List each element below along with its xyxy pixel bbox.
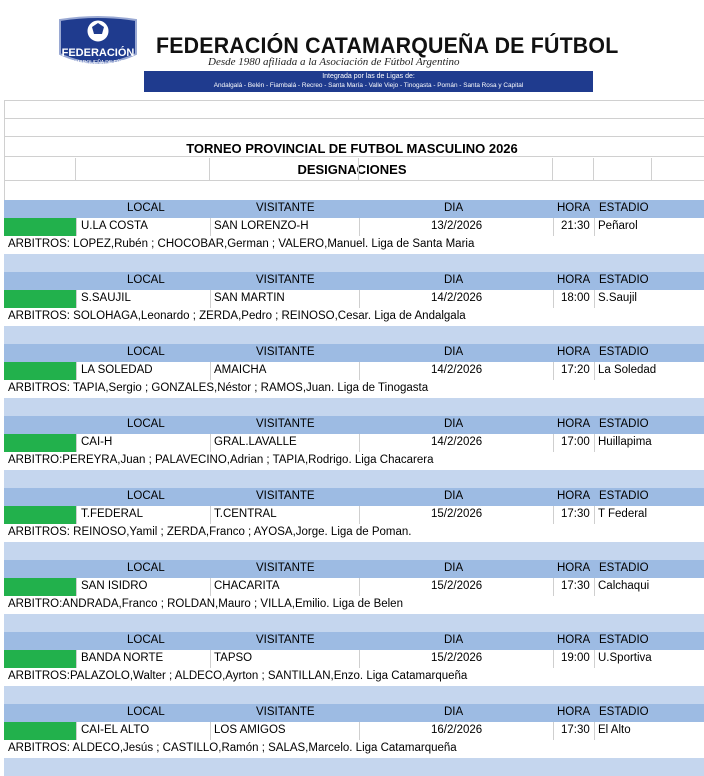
match-data-row <box>4 506 704 524</box>
grid-line <box>4 180 704 181</box>
col-local-header: LOCAL <box>127 562 165 574</box>
referees-row <box>4 308 704 326</box>
col-local-header: LOCAL <box>127 346 165 358</box>
col-dia-header: DIA <box>444 706 464 718</box>
col-hora-header: HORA <box>557 418 591 430</box>
designations-sheet <box>0 100 704 776</box>
col-hora-header: HORA <box>557 562 591 574</box>
referees-row <box>4 236 704 254</box>
separator-band <box>4 758 704 776</box>
grid-column-line <box>552 158 553 180</box>
col-local-header: LOCAL <box>127 418 165 430</box>
col-dia-header: DIA <box>444 346 464 358</box>
local-marker <box>4 362 76 380</box>
match-time: 19:00 <box>561 652 590 664</box>
federation-header <box>0 0 704 100</box>
federation-title: FEDERACIÓN CATAMARQUEÑA DE FÚTBOL <box>156 33 619 58</box>
match-data-row <box>4 434 704 452</box>
grid-line <box>4 156 704 157</box>
col-estadio-header: ESTADIO <box>599 706 649 718</box>
match-header-row <box>4 488 704 506</box>
match-data-row <box>4 290 704 308</box>
referees-text: ARBITRO:ANDRADA,Franco ; ROLDAN,Mauro ; VILLA,Emilio. Liga de Belen <box>8 598 403 610</box>
local-team: T.FEDERAL <box>81 508 143 520</box>
referees-row <box>4 524 704 542</box>
referees-row <box>4 596 704 614</box>
col-hora-header: HORA <box>557 202 591 214</box>
col-local-header: LOCAL <box>127 202 165 214</box>
grid-line <box>4 118 704 119</box>
grid-column-line <box>593 158 594 180</box>
match-header-row <box>4 200 704 218</box>
col-dia-header: DIA <box>444 274 464 286</box>
match-data-row <box>4 362 704 380</box>
visiting-team: AMAICHA <box>214 364 267 376</box>
match-block <box>4 704 704 776</box>
match-date: 15/2/2026 <box>431 580 483 592</box>
match-stadium: S.Saujil <box>598 292 637 304</box>
visiting-team: GRAL.LAVALLE <box>214 436 297 448</box>
match-data-row <box>4 650 704 668</box>
col-visitante-header: VISITANTE <box>256 490 315 502</box>
match-date: 14/2/2026 <box>431 436 483 448</box>
local-team: SAN ISIDRO <box>81 580 148 592</box>
col-visitante-header: VISITANTE <box>256 562 315 574</box>
local-team: BANDA NORTE <box>81 652 164 664</box>
col-estadio-header: ESTADIO <box>599 202 649 214</box>
col-visitante-header: VISITANTE <box>256 346 315 358</box>
match-header-row <box>4 704 704 722</box>
col-estadio-header: ESTADIO <box>599 274 649 286</box>
referees-row <box>4 668 704 686</box>
match-data-row <box>4 722 704 740</box>
grid-column-line <box>651 158 652 180</box>
col-dia-header: DIA <box>444 634 464 646</box>
col-estadio-header: ESTADIO <box>599 346 649 358</box>
match-header-row <box>4 560 704 578</box>
match-time: 17:20 <box>561 364 590 376</box>
match-date: 16/2/2026 <box>431 724 483 736</box>
match-stadium: Peñarol <box>598 220 638 232</box>
match-time: 17:30 <box>561 580 590 592</box>
local-marker <box>4 218 76 236</box>
local-marker <box>4 650 76 668</box>
referees-text: ARBITROS: LOPEZ,Rubén ; CHOCOBAR,German ; VALERO,Manuel. Liga de Santa Maria <box>8 238 475 250</box>
ligas-title: Integrada por las de Ligas de: <box>322 73 415 80</box>
match-date: 15/2/2026 <box>431 508 483 520</box>
match-data-row <box>4 578 704 596</box>
match-header-row <box>4 632 704 650</box>
col-estadio-header: ESTADIO <box>599 490 649 502</box>
col-local-header: LOCAL <box>127 706 165 718</box>
visiting-team: CHACARITA <box>214 580 280 592</box>
grid-line <box>4 136 704 137</box>
match-date: 14/2/2026 <box>431 364 483 376</box>
visiting-team: SAN LORENZO-H <box>214 220 309 232</box>
match-date: 15/2/2026 <box>431 652 483 664</box>
visiting-team: SAN MARTIN <box>214 292 285 304</box>
match-time: 18:00 <box>561 292 590 304</box>
col-dia-header: DIA <box>444 202 464 214</box>
visiting-team: LOS AMIGOS <box>214 724 286 736</box>
separator-band <box>4 326 704 344</box>
referees-text: ARBITROS: SOLOHAGA,Leonardo ; ZERDA,Pedro ; REINOSO,Cesar. Liga de Andalgala <box>8 310 466 322</box>
federation-subtitle: Desde 1980 afiliada a la Asociación de Fútbol Argentino <box>208 56 460 68</box>
local-marker <box>4 722 76 740</box>
separator-band <box>4 542 704 560</box>
match-time: 17:00 <box>561 436 590 448</box>
referees-text: ARBITRO:PEREYRA,Juan ; PALAVECINO,Adrian ; TAPIA,Rodrigo. Liga Chacarera <box>8 454 434 466</box>
referees-row <box>4 380 704 398</box>
referees-text: ARBITROS: ALDECO,Jesús ; CASTILLO,Ramón ; SALAS,Marcelo. Liga Catamarqueña <box>8 742 457 754</box>
match-block <box>4 344 704 416</box>
match-block <box>4 416 704 488</box>
referees-row <box>4 740 704 758</box>
col-local-header: LOCAL <box>127 490 165 502</box>
ligas-banner <box>144 71 593 92</box>
local-team: S.SAUJIL <box>81 292 131 304</box>
separator-band <box>4 614 704 632</box>
match-stadium: El Alto <box>598 724 631 736</box>
referees-text: ARBITROS: REINOSO,Yamil ; ZERDA,Franco ; AYOSA,Jorge. Liga de Poman. <box>8 526 412 538</box>
match-block <box>4 632 704 704</box>
match-block <box>4 488 704 560</box>
separator-band <box>4 398 704 416</box>
match-time: 17:30 <box>561 508 590 520</box>
col-visitante-header: VISITANTE <box>256 418 315 430</box>
col-estadio-header: ESTADIO <box>599 418 649 430</box>
match-block <box>4 200 704 272</box>
local-marker <box>4 578 76 596</box>
match-stadium: La Soledad <box>598 364 657 376</box>
svg-text:CATAMARQUEÑA DE FÚTBOL: CATAMARQUEÑA DE FÚTBOL <box>62 60 134 66</box>
separator-band <box>4 254 704 272</box>
col-estadio-header: ESTADIO <box>599 562 649 574</box>
local-team: CAI-EL ALTO <box>81 724 150 736</box>
col-dia-header: DIA <box>444 418 464 430</box>
federation-logo <box>56 14 140 72</box>
local-team: U.LA COSTA <box>81 220 148 232</box>
match-header-row <box>4 416 704 434</box>
col-visitante-header: VISITANTE <box>256 202 315 214</box>
match-stadium: U.Sportiva <box>598 652 652 664</box>
match-data-row <box>4 218 704 236</box>
col-visitante-header: VISITANTE <box>256 706 315 718</box>
local-team: CAI-H <box>81 436 113 448</box>
col-hora-header: HORA <box>557 346 591 358</box>
col-local-header: LOCAL <box>127 634 165 646</box>
col-dia-header: DIA <box>444 562 464 574</box>
col-visitante-header: VISITANTE <box>256 274 315 286</box>
local-marker <box>4 506 76 524</box>
referees-row <box>4 452 704 470</box>
referees-text: ARBITROS:PALAZOLO,Walter ; ALDECO,Ayrton ; SANTILLAN,Enzo. Liga Catamarqueña <box>8 670 468 682</box>
match-stadium: Calchaqui <box>598 580 650 592</box>
local-marker <box>4 290 76 308</box>
separator-band <box>4 470 704 488</box>
match-stadium: Huillapima <box>598 436 652 448</box>
referees-text: ARBITROS: TAPIA,Sergio ; GONZALES,Néstor ; RAMOS,Juan. Liga de Tinogasta <box>8 382 429 394</box>
visiting-team: TAPSO <box>214 652 253 664</box>
tournament-title: TORNEO PROVINCIAL DE FUTBOL MASCULINO 2026 <box>186 141 518 156</box>
match-header-row <box>4 272 704 290</box>
match-date: 14/2/2026 <box>431 292 483 304</box>
col-hora-header: HORA <box>557 706 591 718</box>
col-hora-header: HORA <box>557 634 591 646</box>
match-date: 13/2/2026 <box>431 220 483 232</box>
col-hora-header: HORA <box>557 274 591 286</box>
grid-column-line <box>358 158 359 180</box>
col-hora-header: HORA <box>557 490 591 502</box>
designations-title: DESIGNACIONES <box>297 162 407 177</box>
separator-band <box>4 686 704 704</box>
match-block <box>4 560 704 632</box>
match-header-row <box>4 344 704 362</box>
col-visitante-header: VISITANTE <box>256 634 315 646</box>
match-time: 17:30 <box>561 724 590 736</box>
grid-column-line <box>209 158 210 180</box>
visiting-team: T.CENTRAL <box>214 508 277 520</box>
svg-text:FEDERACIÓN: FEDERACIÓN <box>61 47 135 59</box>
col-local-header: LOCAL <box>127 274 165 286</box>
match-stadium: T Federal <box>598 508 648 520</box>
local-marker <box>4 434 76 452</box>
col-estadio-header: ESTADIO <box>599 634 649 646</box>
grid-column-line <box>75 158 76 180</box>
grid-line <box>4 100 704 101</box>
local-team: LA SOLEDAD <box>81 364 153 376</box>
match-time: 21:30 <box>561 220 590 232</box>
match-block <box>4 272 704 344</box>
col-dia-header: DIA <box>444 490 464 502</box>
ligas-list: Andalgalá - Belén - Fiambalá - Recreo - Santa María - Valle Viejo - Tinogasta - Pomán - Santa Rosa y Capital <box>213 82 524 89</box>
